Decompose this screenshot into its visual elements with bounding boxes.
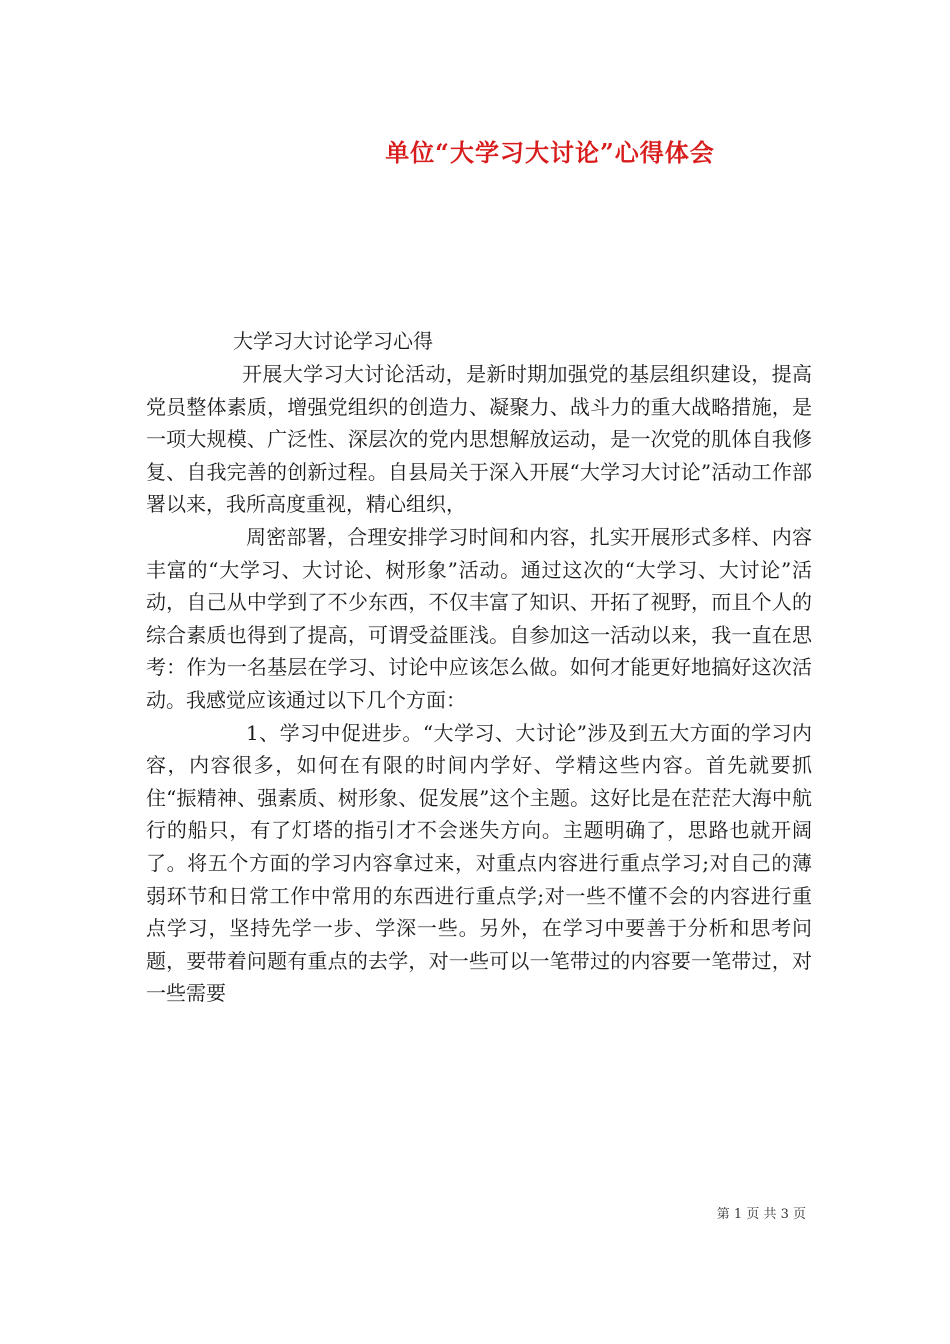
document-title: 单位“大学习大讨论”心得体会 (385, 138, 715, 167)
paragraph-2: 周密部署，合理安排学习时间和内容，扎实开展形式多样、内容丰富的“大学习、大讨论、树形象”活动。通过这次的“大学习、大讨论”活动，自己从中学到了不少东西，不仅丰富了知识、开拓了视野，而且个人的综合素质也得到了提高，可谓受益匪浅。自参加这一活动以来，我一直在思考：作为一名基层在学习、讨论中应该怎么做。如何才能更好地搞好这次活动。我感觉应该通过以下几个方面： (146, 524, 812, 712)
document-subtitle: 大学习大讨论学习心得 (233, 329, 433, 353)
title-area (0, 0, 950, 200)
paragraph-1: 开展大学习大讨论活动，是新时期加强党的基层组织建设，提高党员整体素质，增强党组织的创造力、凝聚力、战斗力的重大战略措施，是一项大规模、广泛性、深层次的党内思想解放运动，是一次党的肌体自我修复、自我完善的创新过程。自县局关于深入开展“大学习大讨论”活动工作部署以来，我所高度重视，精心组织， (146, 362, 812, 517)
paragraph-3: 1、学习中促进步。“大学习、大讨论”涉及到五大方面的学习内容，内容很多，如何在有限的时间内学好、学精这些内容。首先就要抓住“振精神、强素质、树形象、促发展”这个主题。这好比是在茫茫大海中航行的船只，有了灯塔的指引才不会迷失方向。主题明确了，思路也就开阔了。将五个方面的学习内容拿过来，对重点内容进行重点学习;对自己的薄弱环节和日常工作中常用的东西进行重点学;对一些不懂不会的内容进行重点学习，坚持先学一步、学深一些。另外，在学习中要善于分析和思考问题，要带着问题有重点的去学，对一些可以一笔带过的内容要一笔带过，对一些需要 (146, 720, 812, 1006)
document-body (146, 358, 812, 1010)
page-footer: 第 1 页 共 3 页 (716, 1207, 806, 1222)
